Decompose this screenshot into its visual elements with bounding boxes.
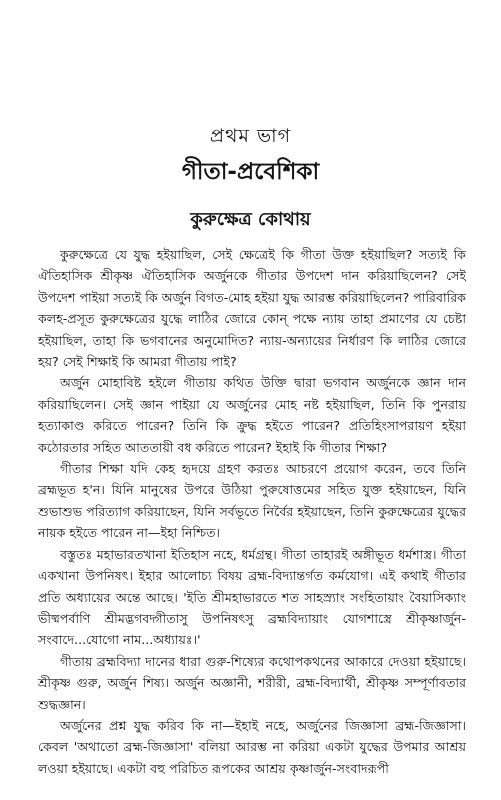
body-text [38,244,466,779]
paragraph-1: কুরুক্ষেত্রে যে যুদ্ধ হইয়াছিল, সেই ক্ষেত্রেই কি গীতা উক্ত হইয়াছিল? সত্যই কি ঐতিহাসিক শ্রীকৃষ্ণ ঐতিহাসিক অর্জুনকে গীতার উপদেশ দান করিয়াছিলেন? সেই উপদেশ পাইয়া সত্যই কি অর্জুন বিগত-মোহ হইয়া যুদ্ধ আরম্ভ করিয়াছিলেন? পারিবারিক কলহ-প্রসূত কুরুক্ষেত্রের যুদ্ধে লাঠির জোরে কোন্ পক্ষে ন্যায় তাহা প্রমাণের যে চেষ্টা হইয়াছিল, তাহা কি ভগবানের অনুমোদিত? ন্যায়-অন্যায়ের নির্ধারণ কি লাঠির জোরে হয়? সেই শিক্ষাই কি আমরা গীতায় পাই? [38,247,466,370]
paragraph-2: অর্জুন মোহাবিষ্ট হইলে গীতায় কথিত উক্তি দ্বারা ভগবান অর্জুনকে জ্ঞান দান করিয়াছিলেন। সেই জ্ঞান পাইয়া যে অর্জুনের মোহ নষ্ট হইয়াছিল, তিনি কি পুনরায় হত্যাকাণ্ড করিতে পারেন? তিনি কি ক্রুদ্ধ হইতে পারেন? প্রতিহিংসাপরায়ণ হইয়া কঠোরতার সহিত আততায়ী বধ করিতে পারেন? ইহাই কি গীতার শিক্ষা? [38,375,466,455]
paragraph-6: অর্জুনের প্রশ্ন যুদ্ধ করিব কি না—ইহাই নহে, অর্জুনের জিজ্ঞাসা ব্রহ্ম-জিজ্ঞাসা। কেবল 'অথাতো ব্রহ্ম-জিজ্ঞাসা' বলিয়া আরম্ভ না করিয়া একটা যুদ্ধের উপমার আশ্রয় লওয়া হইয়াছে। একটা বহু পরিচিত রূপকের আশ্রয় কৃষ্ণার্জুন-সংবাদরূপী [38,717,466,776]
book-title: গীতা-প্রবেশিকা [181,159,320,185]
paragraph-4: বস্তুতঃ মহাভারতখানা ইতিহাস নহে, ধর্মগ্রন্থ। গীতা তাহারই অঙ্গীভূত ধর্মশাস্ত্র। গীতা একখানা উপনিষৎ। ইহার আলোচ্য বিষয় ব্রহ্ম-বিদ্যান্তর্গত কর্মযোগ। এই কথাই গীতার প্রতি অধ্যায়ের অন্তে আছে। 'ইতি শ্রীমহাভারতে শত সাহস্র্যাং সংহিতায়াং বৈয়াসিক্যাং ভীষ্মপর্বাণি শ্রীমদ্ভগবদ্গীতাসু উপনিষৎসু ব্রহ্মবিদ্যায়াং যোগশাস্ত্রে শ্রীকৃষ্ণার্জুন-সংবাদে...যোগো নাম...অধ্যায়ঃ।' [38,546,466,648]
paragraph-5: গীতায় ব্রহ্মবিদ্যা দানের ধারা গুরু-শিষ্যের কথোপকথনের আকারে দেওয়া হইয়াছে। শ্রীকৃষ্ণ গুরু, অর্জুন শিষ্য। অর্জুন অজ্ঞানী, শরীরী, ব্রহ্ম-বিদ্যার্থী, শ্রীকৃষ্ণ সম্পূর্ণাবতার শুদ্ধজ্ঞান। [38,653,466,712]
part-title: প্রথম ভাগ [209,125,292,147]
paragraph-3: গীতার শিক্ষা যদি কেহ হৃদয়ে গ্রহণ করতঃ আচরণে প্রয়োগ করেন, তবে তিনি ব্রহ্মভূত হ'ন। যিনি মানুষের উপরে উঠিয়া পুরুষোত্তমের সহিত যুক্ত হইয়াছেন, যিনি শুভাশুভ পরিত্যাগ করিয়াছেন, যিনি সর্বভূতে নির্বৈর হইয়াছেন, তিনি কুরুক্ষেত্রের যুদ্ধের নায়ক হইতে পারেন না—ইহা নিশ্চিত। [38,461,466,541]
chapter-title: কুরুক্ষেত্র কোথায় [190,209,311,230]
